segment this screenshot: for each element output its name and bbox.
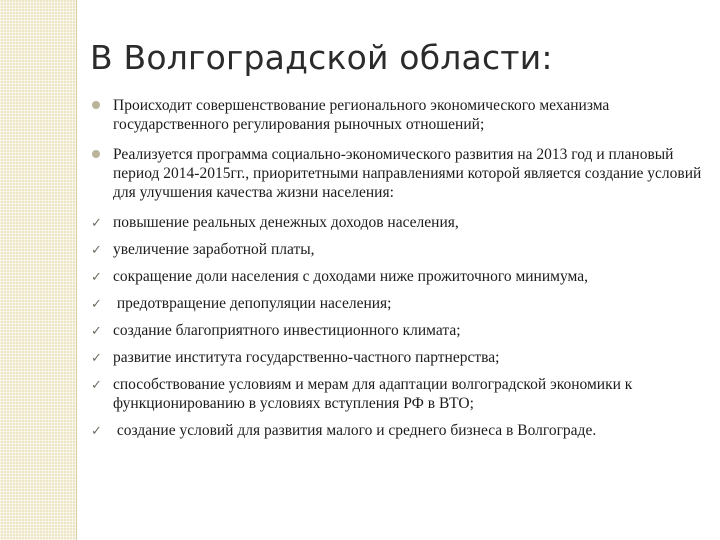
slide-content	[90, 96, 710, 448]
check-item	[90, 321, 710, 340]
bullet-text: Реализуется программа социально-экономического развития на 2013 год и плановый период 2014-2015гг., приоритетными направлениями которой является создание условий для улучшения качества жизни населения:	[113, 146, 702, 201]
round-bullet-icon	[92, 150, 100, 158]
check-text: способствование условиям и мерам для адаптации волгоградской экономики к функционированию в условиях вступления РФ в ВТО;	[113, 376, 633, 412]
check-text: увеличение заработной платы,	[113, 241, 315, 258]
slide-title: В Волгоградской области:	[90, 38, 553, 78]
checkmark-icon: ✓	[91, 378, 102, 393]
decorative-sidebar	[0, 0, 76, 540]
check-item	[90, 348, 710, 367]
check-item	[90, 294, 710, 313]
checkmark-icon: ✓	[91, 424, 102, 439]
checkmark-icon: ✓	[91, 324, 102, 339]
check-text: повышение реальных денежных доходов населения,	[113, 214, 459, 231]
check-item	[90, 375, 710, 413]
check-text: сокращение доли населения с доходами ниже прожиточного минимума,	[113, 268, 588, 285]
checkmark-icon: ✓	[91, 351, 102, 366]
checkmark-icon: ✓	[91, 216, 102, 231]
check-item	[90, 421, 710, 440]
bullet-text: Происходит совершенствование регионального экономического механизма государственного регулирования рыночных отношений;	[113, 97, 610, 133]
checkmark-icon: ✓	[91, 243, 102, 258]
checkmark-icon: ✓	[91, 270, 102, 285]
check-item	[90, 213, 710, 232]
bullet-item	[90, 96, 710, 134]
check-item	[90, 240, 710, 259]
check-item	[90, 267, 710, 286]
check-text: развитие института государственно-частного партнерства;	[113, 349, 500, 366]
check-text: создание благоприятного инвестиционного климата;	[113, 322, 461, 339]
check-text: создание условий для развития малого и среднего бизнеса в Волгограде.	[113, 422, 597, 439]
sidebar-divider	[76, 0, 77, 540]
bullet-item	[90, 145, 710, 202]
round-bullet-icon	[92, 101, 100, 109]
checkmark-icon: ✓	[91, 297, 102, 312]
check-text: предотвращение депопуляции населения;	[113, 295, 392, 312]
